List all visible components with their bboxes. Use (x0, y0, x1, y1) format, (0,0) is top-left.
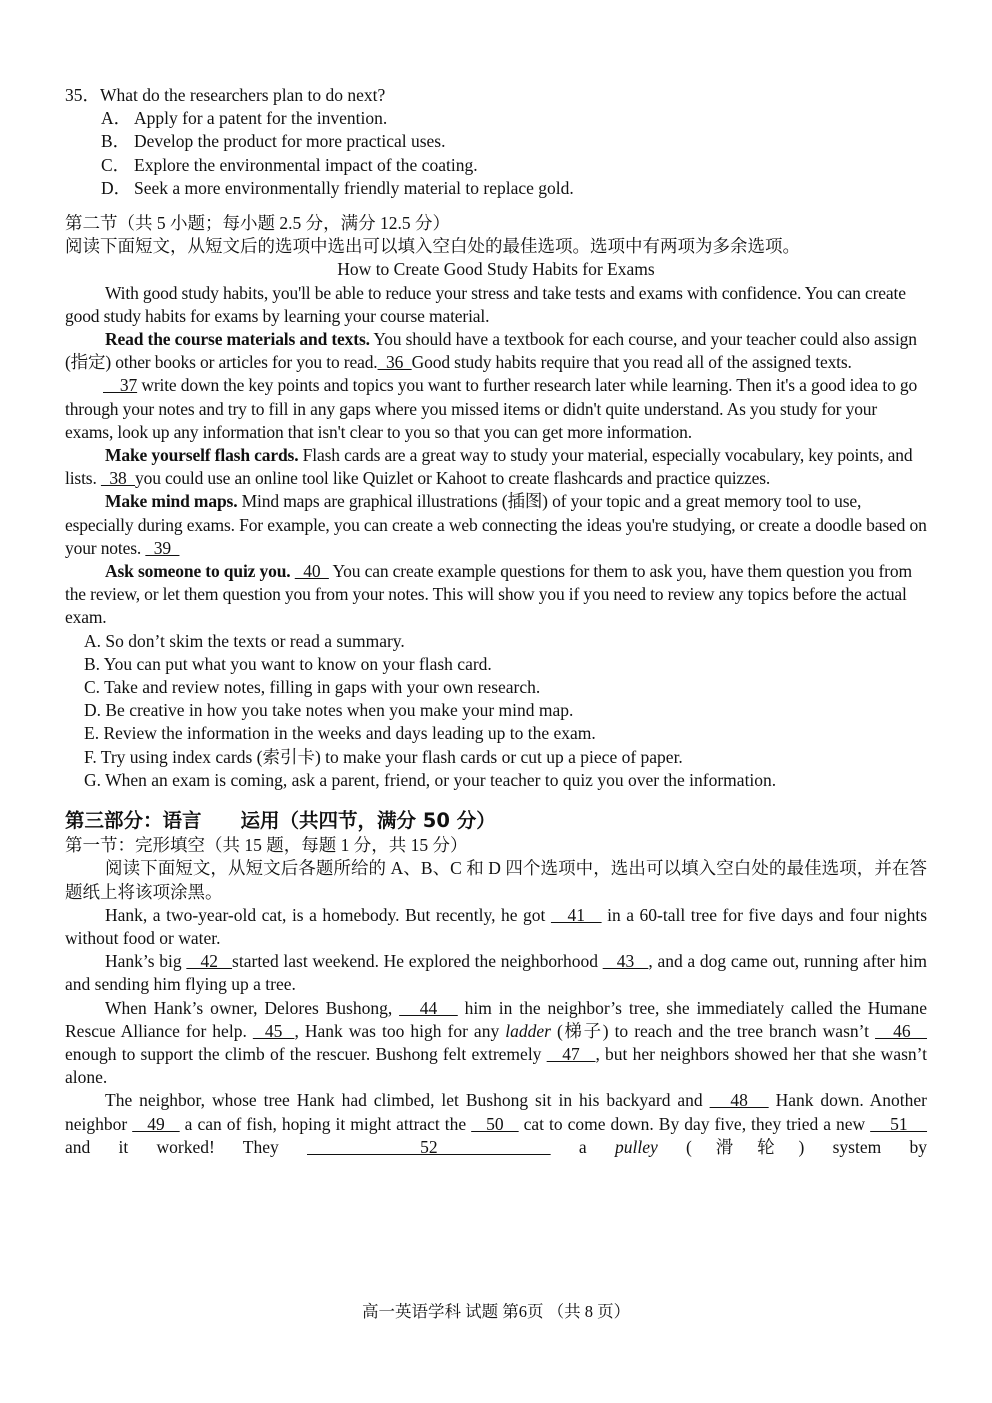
passage-paragraph-2 (65, 328, 927, 374)
paragraph-text: , Hank was too high for any (294, 1020, 506, 1041)
italic-word: ladder (505, 1020, 551, 1041)
blank-52: 52 (307, 1136, 551, 1157)
cloze-paragraph-1 (65, 904, 927, 950)
paragraph-heading: Read the course materials and texts. (105, 329, 370, 350)
paragraph-text: you could use an online tool like Quizlet or Kahoot to create flashcards and practice quizzes. (135, 468, 771, 489)
paragraph-text: started last weekend. He explored the neighborhood (232, 951, 603, 972)
blank-40: 40 (294, 561, 329, 582)
paragraph-text: (梯子) to reach and the tree branch wasn’t (550, 1020, 876, 1041)
blank-46: 46 (875, 1020, 928, 1041)
part-3-title: 第三部分：语言 运用（共四节，满分 50 分） (65, 809, 496, 833)
blank-41: 41 (550, 904, 602, 925)
paragraph-text: Good study habits require that you read all of the assigned texts. (411, 352, 852, 373)
paragraph-text: When Hank’s owner, Delores Bushong, (105, 997, 400, 1018)
section-2-heading: 第二节（共 5 小题；每小题 2.5 分，满分 12.5 分） (65, 213, 450, 234)
option-c (101, 154, 927, 177)
option-letter: B． (101, 131, 131, 152)
cloze-paragraph-3 (65, 997, 927, 1090)
option-a (101, 107, 927, 130)
paragraph-text: Flash cards are a great way to study your material, especially vocabulary, key points, and lists. (65, 445, 913, 489)
answer-choices (65, 630, 927, 792)
blank-42: 42 (186, 951, 233, 972)
blank-44: 44 (399, 997, 458, 1018)
paragraph-heading: Make mind maps. (105, 491, 238, 512)
option-text: Seek a more environmentally friendly material to replace gold. (134, 177, 574, 198)
paragraph-text: write down the key points and topics you want to further research later while learning. Then it's a good idea to go through your notes and try to fill in any gaps where you missed items or didn't quite understand. As you study for your exams, look up any information that isn't clear to you so that you can get more information. (65, 375, 918, 442)
paragraph-text: The neighbor, whose tree Hank had climbed, let Bushong sit in his backyard and (105, 1090, 710, 1111)
blank-39: 39 (145, 537, 180, 558)
blank-45: 45 (252, 1020, 295, 1041)
paragraph-text: a (550, 1136, 615, 1157)
option-text: Develop the product for more practical uses. (134, 131, 446, 152)
blank-48: 48 (709, 1090, 769, 1111)
page-footer: 高一英语学科 试题 第6页 （共 8 页） (361, 1302, 631, 1321)
passage-paragraph-4 (65, 444, 927, 490)
blank-37: 37 (103, 375, 138, 396)
choice-g: G. When an exam is coming, ask a parent, friend, or your teacher to quiz you over the information. (84, 769, 777, 790)
choice-b: B. You can put what you want to know on your flash card. (84, 653, 492, 674)
option-b (101, 130, 927, 153)
blank-50: 50 (471, 1113, 519, 1134)
option-letter: D． (101, 177, 132, 198)
option-text: Explore the environmental impact of the coating. (134, 154, 478, 175)
paragraph-text: Hank, a two-year-old cat, is a homebody. But recently, he got (105, 904, 551, 925)
paragraph-text: a can of fish, hoping it might attract the (179, 1113, 472, 1134)
paragraph-text: You can create example questions for them to ask you, have them question you from the review, or let them question you from your notes. This will show you if you need to review any topics before the actual exam. (65, 561, 912, 628)
blank-36: 36 (377, 352, 412, 373)
passage-paragraph-3 (65, 374, 927, 444)
paragraph-text: , and a dog came out, running after him and sending him flying up a tree. (65, 951, 927, 995)
paragraph-text: Mind maps are graphical illustrations (插图) of your topic and a great memory tool to use, especially during exams. For example, you can create a web connecting the ideas you're studying, or create a doodle based on your notes. (65, 491, 927, 558)
option-letter: A． (101, 108, 132, 129)
passage-title: How to Create Good Study Habits for Exams (337, 259, 655, 280)
paragraph-heading: Make yourself flash cards. (105, 445, 299, 466)
cloze-paragraph-2 (65, 950, 927, 996)
passage-paragraph-5 (65, 490, 927, 560)
paragraph-heading: Ask someone to quiz you. (105, 561, 291, 582)
paragraph-text: and it worked! They (65, 1136, 308, 1157)
choice-e: E. Review the information in the weeks and days leading up to the exam. (84, 723, 596, 744)
passage-paragraph-6 (65, 560, 927, 630)
option-text: Apply for a patent for the invention. (134, 108, 388, 129)
paragraph-text: (滑轮) system by (657, 1136, 927, 1157)
question-stem: 35．What do the researchers plan to do next? (65, 85, 386, 105)
passage-paragraph-1: With good study habits, you'll be able to reduce your stress and take tests and exams with confidence. You can create good study habits for exams by learning your course material. (65, 282, 906, 326)
option-letter: C． (101, 154, 131, 175)
option-d (101, 177, 927, 200)
paragraph-text: Hank’s big (105, 951, 187, 972)
section-2-instruction: 阅读下面短文，从短文后的选项中选出可以填入空白处的最佳选项。选项中有两项为多余选项。 (65, 236, 800, 257)
paragraph-text: him in the neighbor’s tree, she immediately called the Humane Rescue Alliance for help. (65, 997, 927, 1041)
cloze-instruction: 阅读下面短文，从短文后各题所给的 A、B、C 和 D 四个选项中，选出可以填入空白处的最佳选项，并在答题纸上将该项涂黑。 (65, 858, 927, 902)
choice-c: C. Take and review notes, filling in gaps with your own research. (84, 677, 541, 698)
cloze-paragraph-4 (65, 1089, 927, 1159)
blank-47: 47 (546, 1043, 596, 1064)
exam-page (65, 84, 927, 1159)
choice-a: A. So don’t skim the texts or read a summary. (84, 630, 405, 651)
choice-d: D. Be creative in how you take notes when you make your mind map. (84, 700, 574, 721)
blank-43: 43 (602, 951, 649, 972)
paragraph-text: enough to support the climb of the rescuer. Bushong felt extremely (65, 1043, 547, 1064)
choice-f: F. Try using index cards (索引卡) to make your flash cards or cut up a piece of paper. (84, 746, 683, 767)
blank-38: 38 (100, 468, 136, 489)
paragraph-text: in a 60-tall tree for five days and four nights without food or water. (65, 904, 928, 948)
part-3-section-1-heading: 第一节：完形填空（共 15 题，每题 1 分，共 15 分） (65, 835, 468, 856)
paragraph-text: cat to come down. By day five, they tried a new (518, 1113, 871, 1134)
paragraph-text: You should have a textbook for each course, and your teacher could also assign (指定) other books or articles for you to read. (65, 329, 917, 373)
paragraph-text: Hank down. Another neighbor (65, 1090, 927, 1134)
blank-49: 49 (132, 1113, 180, 1134)
blank-51: 51 (870, 1113, 928, 1134)
paragraph-text: , but her neighbors showed her that she wasn’t alone. (65, 1043, 928, 1088)
question-35 (65, 84, 927, 200)
italic-word: pulley (614, 1136, 658, 1157)
